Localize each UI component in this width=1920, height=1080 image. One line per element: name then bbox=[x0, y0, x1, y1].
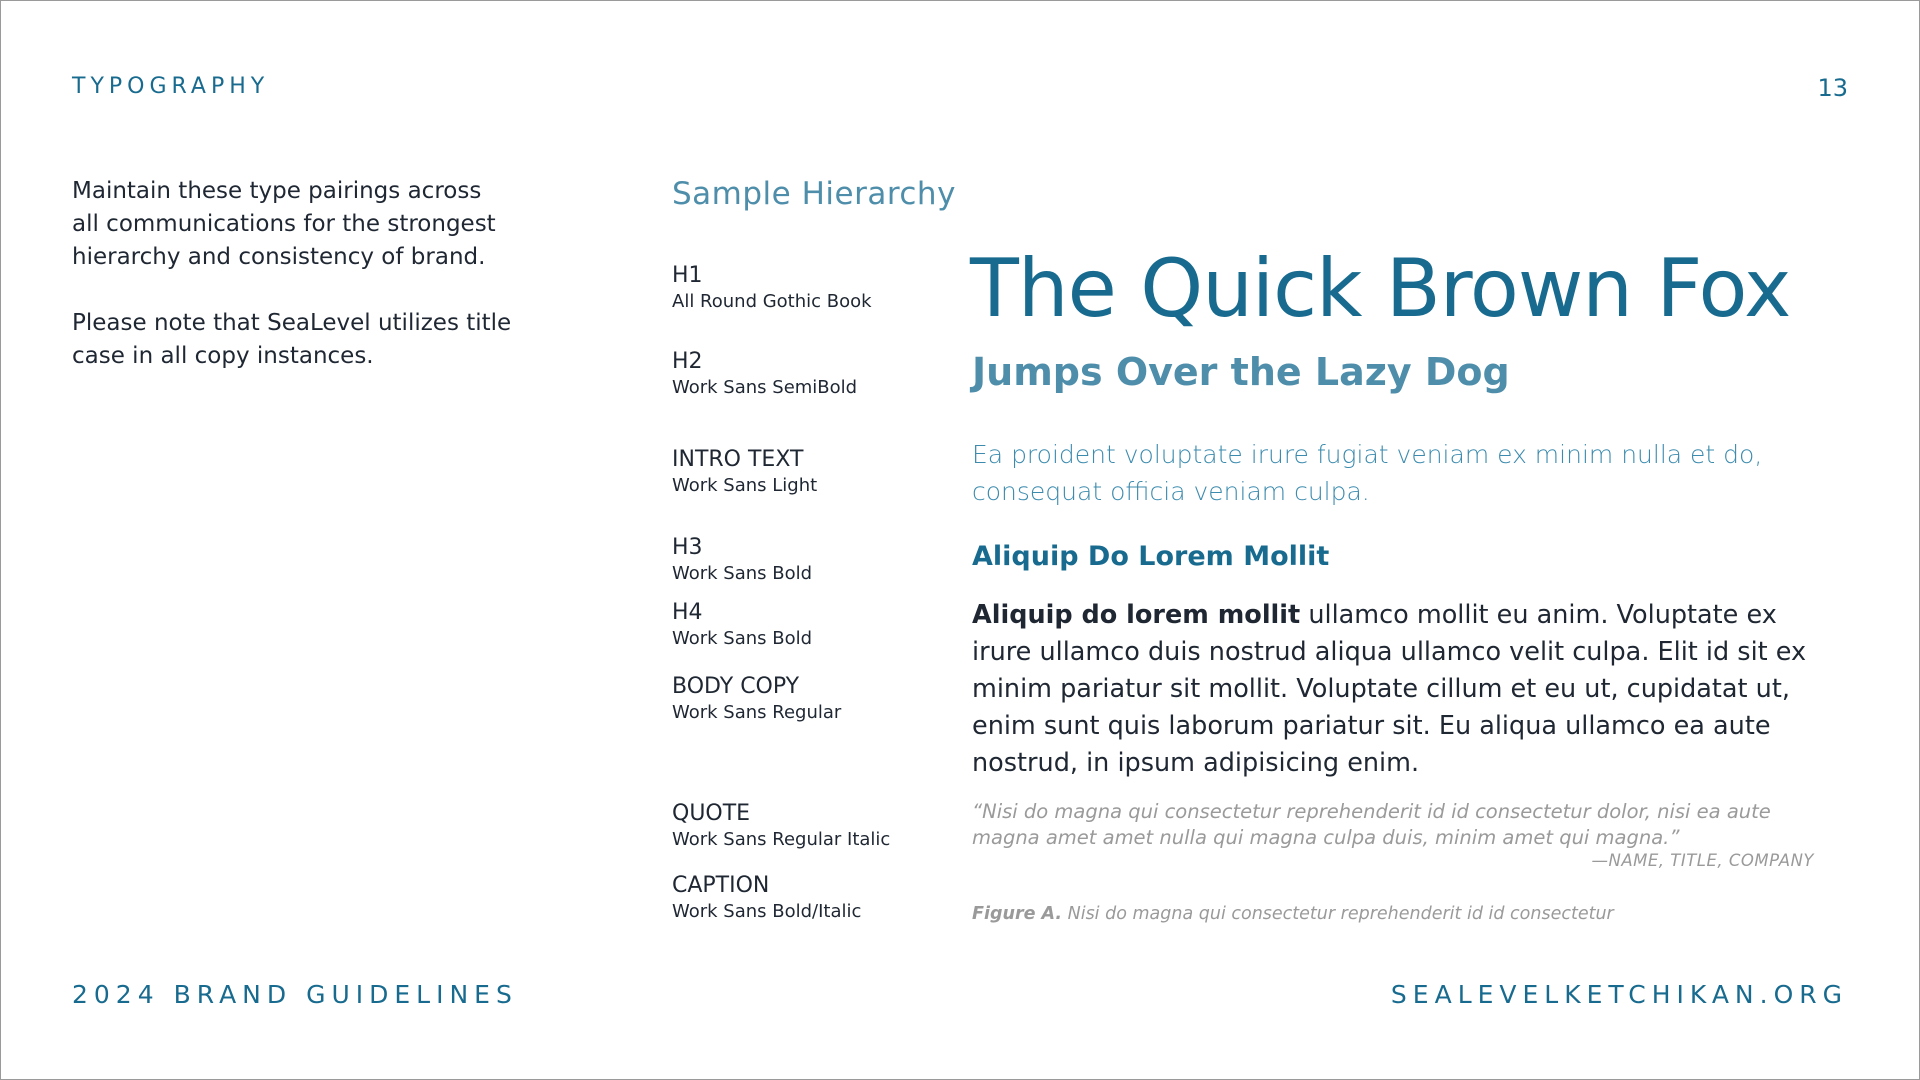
spec-font: Work Sans Light bbox=[672, 475, 818, 496]
spec-name: H2 bbox=[672, 349, 703, 374]
sample-hierarchy-title: Sample Hierarchy bbox=[672, 176, 956, 212]
spec-font: Work Sans Regular Italic bbox=[672, 829, 891, 850]
spec-font: Work Sans Bold bbox=[672, 628, 813, 649]
footer-brand-guidelines: 2024 BRAND GUIDELINES bbox=[72, 980, 518, 1009]
intro-paragraph: Please note that SeaLevel utilizes title case in all copy instances. bbox=[72, 310, 512, 369]
spec-intro-text bbox=[672, 446, 817, 498]
spec-quote bbox=[672, 800, 890, 852]
body-lead: Aliquip do lorem mollit bbox=[972, 600, 1301, 630]
intro-text-sample: Ea proident voluptate irure fugiat veniam ex minim nulla et do, consequat officia veniam culpa. bbox=[972, 440, 1763, 506]
page-number: 13 bbox=[1817, 74, 1848, 102]
caption-lead: Figure A. bbox=[972, 904, 1063, 924]
footer-website: SEALEVELKETCHIKAN.ORG bbox=[1390, 980, 1848, 1009]
body-copy-sample bbox=[972, 597, 1832, 782]
spec-name: H3 bbox=[672, 535, 703, 560]
spec-name: QUOTE bbox=[672, 801, 751, 826]
spec-font: Work Sans SemiBold bbox=[672, 377, 858, 398]
spec-h3 bbox=[672, 534, 812, 586]
quote-sample: “Nisi do magna qui consectetur reprehenderit id id consectetur dolor, nisi ea aute magna amet amet nulla qui magna culpa duis, minim amet qui magna.” bbox=[972, 800, 1771, 849]
spec-name: BODY COPY bbox=[672, 674, 800, 699]
spec-h4 bbox=[672, 599, 812, 651]
spec-caption bbox=[672, 872, 861, 924]
h3-sample: Aliquip Do Lorem Mollit bbox=[972, 541, 1330, 572]
spec-h1 bbox=[672, 262, 872, 314]
spec-name: H4 bbox=[672, 600, 703, 625]
spec-name: INTRO TEXT bbox=[672, 447, 804, 472]
section-label: TYPOGRAPHY bbox=[72, 74, 270, 99]
caption-sample bbox=[972, 904, 1614, 924]
spec-h2 bbox=[672, 348, 857, 400]
intro-text bbox=[72, 175, 512, 406]
h1-sample: The Quick Brown Fox bbox=[970, 242, 1791, 335]
spec-font: Work Sans Regular bbox=[672, 702, 842, 723]
caption-text: Nisi do magna qui consectetur reprehenderit id id consectetur bbox=[1062, 904, 1614, 924]
spec-name: H1 bbox=[672, 263, 703, 288]
spec-font: Work Sans Bold/Italic bbox=[672, 901, 862, 922]
quote-attribution: —NAME, TITLE, COMPANY bbox=[1591, 851, 1814, 870]
spec-font: All Round Gothic Book bbox=[672, 291, 872, 312]
h2-sample: Jumps Over the Lazy Dog bbox=[972, 350, 1510, 394]
spec-name: CAPTION bbox=[672, 873, 770, 898]
body-text: ullamco mollit eu anim. Voluptate ex irure ullamco duis nostrud aliqua ullamco velit culpa. Elit id sit ex minim pariatur sit mollit. Voluptate cillum et eu ut, cupidatat ut, enim sunt quis laborum pariatur sit. Eu aliqua ullamco ea aute nostrud, in ipsum adipisicing enim. bbox=[972, 600, 1807, 778]
intro-paragraph: Maintain these type pairings across all communications for the strongest hierarchy and consistency of brand. bbox=[72, 178, 496, 270]
spec-font: Work Sans Bold bbox=[672, 563, 813, 584]
spec-body-copy bbox=[672, 673, 841, 725]
